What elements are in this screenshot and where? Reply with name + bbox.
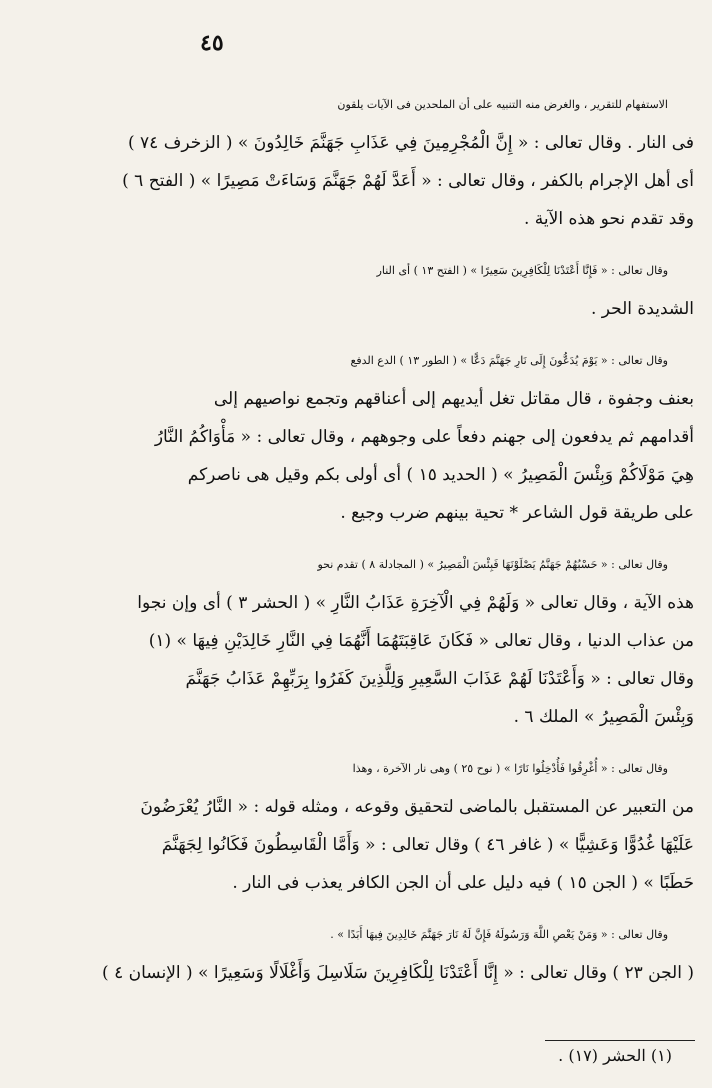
text-line: وقال تعالى : « يَوْمَ يُدَعُّونَ إِلَى نَارِ جَهَنَّمَ دَعًّا » ( الطور ١٣ ) الدع الدفع: [350, 354, 668, 367]
text-line: من التعبير عن المستقبل بالماضى لتحقيق وقوعه ، ومثله قوله : « النَّارُ يُعْرَضُونَ: [140, 797, 694, 817]
text-line: من عذاب الدنيا ، وقال تعالى « فَكَانَ عَاقِبَتَهُمَا أَنَّهُمَا فِي النَّارِ خَالِدَيْنِ فِيهَا » (١): [148, 631, 694, 651]
page-number: ٤٥: [200, 30, 224, 56]
text-line: وقال تعالى : « وَأَعْتَدْنَا لَهُمْ عَذَابَ السَّعِيرِ وَلِلَّذِينَ كَفَرُوا بِرَبِّهِمْ عَذَابُ جَهَنَّمَ: [185, 669, 694, 689]
text-line: أقدامهم ثم يدفعون إلى جهنم دفعاً على وجوههم ، وقال تعالى : « مَأْوَاكُمُ النَّارُ: [154, 427, 694, 447]
text-line: ( الجن ٢٣ ) وقال تعالى : « إِنَّا أَعْتَدْنَا لِلْكَافِرِينَ سَلَاسِلَ وَأَغْلَالًا وَسَعِيرًا » ( الإنسان ٤ ): [102, 963, 694, 983]
paragraph: [62, 342, 694, 532]
text-line: الاستفهام للتقرير ، والغرض منه التنبيه على أن الملحدين فى الآيات يلقون: [337, 98, 668, 111]
text-line: بعنف وجفوة ، قال مقاتل تغل أيديهم إلى أعناقهم وتجمع نواصيهم إلى: [213, 389, 694, 409]
text-line: حَطَبًا » ( الجن ١٥ ) فيه دليل على أن الجن الكافر يعذب فى النار .: [232, 873, 694, 893]
paragraph: [62, 546, 694, 736]
text-line: فى النار . وقال تعالى : « إِنَّ الْمُجْرِمِينَ فِي عَذَابِ جَهَنَّمَ خَالِدُونَ » ( الزخرف ٧٤ ): [127, 133, 694, 153]
text-line: وقال تعالى : « حَسْبُهُمْ جَهَنَّمُ يَصْلَوْنَهَا فَبِئْسَ الْمَصِيرُ » ( المجادلة ٨ ) تقدم نحو: [317, 558, 668, 571]
text-line: الشديدة الحر .: [590, 299, 694, 319]
text-line: أى أهل الإجرام بالكفر ، وقال تعالى : « أَعَدَّ لَهُمْ جَهَنَّمَ وَسَاءَتْ مَصِيرًا » ( الفتح ٦ ): [122, 171, 694, 191]
text-line: وقال تعالى : « أُغْرِقُوا فَأُدْخِلُوا نَارًا » ( نوح ٢٥ ) وهى نار الآخرة ، وهذا: [352, 762, 668, 775]
paragraph: [62, 750, 694, 902]
page-body: [62, 86, 694, 1006]
footnote-divider: [545, 1040, 695, 1041]
text-line: هذه الآية ، وقال تعالى « وَلَهُمْ فِي الْآخِرَةِ عَذَابُ النَّارِ » ( الحشر ٣ ) أى وإن نجوا: [137, 593, 694, 613]
text-line: عَلَيْهَا غُدُوًّا وَعَشِيًّا » ( غافر ٤٦ ) وقال تعالى : « وَأَمَّا الْقَاسِطُونَ فَكَانُوا لِجَهَنَّمَ: [161, 835, 694, 855]
paragraph: [62, 86, 694, 238]
text-line: وقال تعالى : « وَمَنْ يَعْصِ اللَّهَ وَرَسُولَهُ فَإِنَّ لَهُ نَارَ جَهَنَّمَ خَالِدِينَ فِيهَا أَبَدًا » .: [330, 928, 668, 941]
text-line: وقال تعالى : « فَإِنَّا أَعْتَدْنَا لِلْكَافِرِينَ سَعِيرًا » ( الفتح ١٣ ) أى النار: [376, 264, 668, 277]
text-line: على طريقة قول الشاعر * تحية بينهم ضرب وجيع .: [340, 503, 694, 523]
paragraph: [62, 252, 694, 328]
text-line: وقد تقدم نحو هذه الآية .: [523, 209, 694, 229]
text-line: وَبِئْسَ الْمَصِيرُ » الملك ٦ .: [513, 707, 694, 727]
paragraph: [62, 916, 694, 992]
footnote: (١) الحشر (١٧) .: [558, 1046, 672, 1065]
text-line: هِيَ مَوْلَاكُمْ وَبِئْسَ الْمَصِيرُ » ( الحديد ١٥ ) أى أولى بكم وقيل هى ناصركم: [187, 465, 694, 485]
